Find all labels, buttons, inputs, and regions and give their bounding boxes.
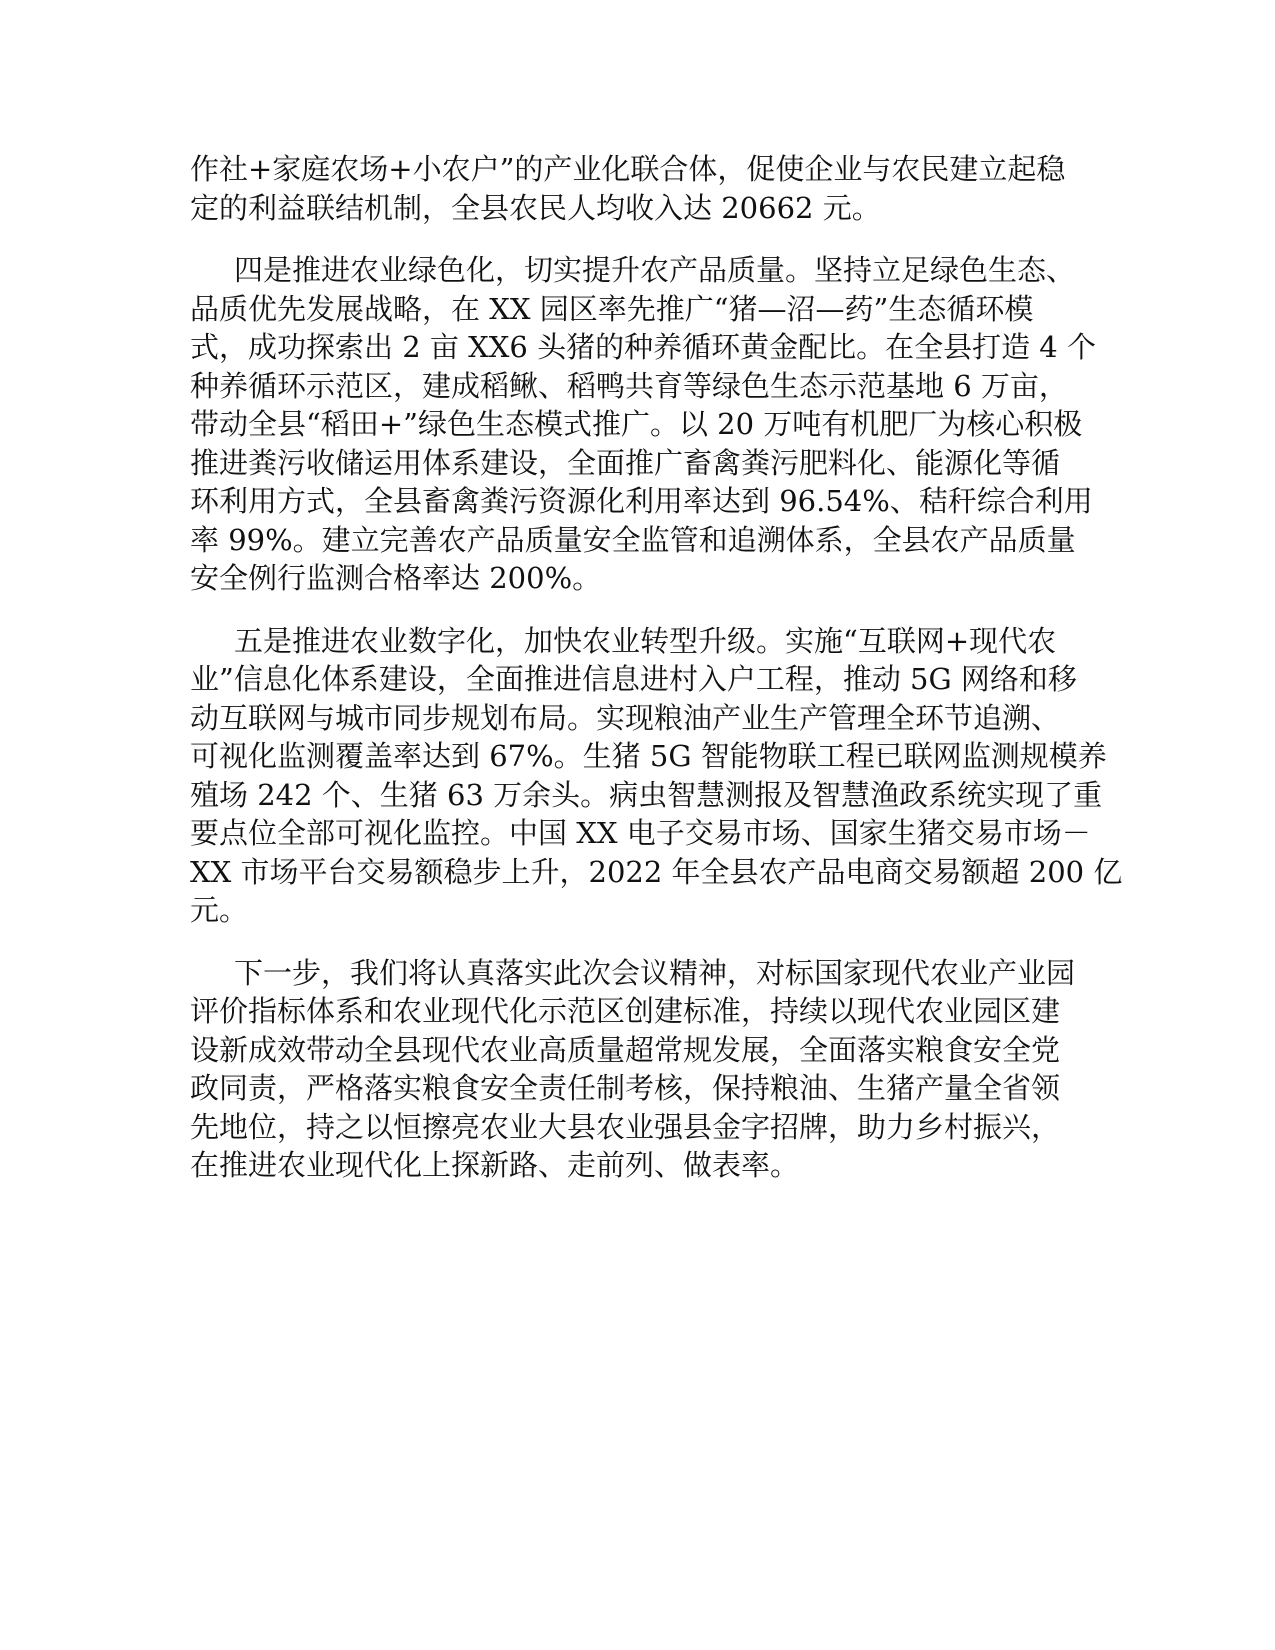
- text-line: 式，成功探索出 2 亩 XX6 头猪的种养循环黄金配比。在全县打造 4 个: [190, 330, 1096, 364]
- text-line: 下一步，我们将认真落实此次会议精神，对标国家现代农业产业园: [234, 955, 1076, 990]
- text-line: 带动全县“稻田+”绿色生态模式推广。以 20 万吨有机肥厂为核心积极: [190, 407, 1083, 441]
- text-line: 率 99%。建立完善农产品质量安全监管和追溯体系，全县农产品质量: [190, 522, 1076, 557]
- text-line: 四是推进农业绿色化，切实提升农产品质量。坚持立足绿色生态、: [234, 253, 1076, 287]
- text-line: 元。: [190, 893, 249, 927]
- document-body: [190, 150, 1123, 1209]
- text-line: XX 市场平台交易额稳步上升，2022 年全县农产品电商交易额超 200 亿: [190, 854, 1123, 889]
- text-line: 安全例行监测合格率达 200%。: [190, 561, 602, 595]
- paragraph-digital-agriculture: [190, 622, 1123, 930]
- text-line: 要点位全部可视化监控。中国 XX 电子交易市场、国家生猪交易市场－: [190, 816, 1091, 850]
- text-line: 评价指标体系和农业现代化示范区创建标准，持续以现代农业园区建: [190, 994, 1061, 1028]
- paragraph-green-agriculture: [190, 251, 1096, 598]
- text-line: 动互联网与城市同步规划布局。实现粮油产业生产管理全环节追溯、: [190, 700, 1061, 735]
- text-line: 品质优先发展战略，在 XX 园区率先推广“猪—沼—药”生态循环模: [190, 291, 1034, 326]
- text-line: 设新成效带动全县现代农业高质量超常规发展，全面落实粮食安全党: [190, 1032, 1061, 1067]
- paragraph-next-steps: [190, 954, 1090, 1185]
- text-line: 种养循环示范区，建成稻鳅、稻鸭共育等绿色生态示范基地 6 万亩，: [190, 368, 1068, 403]
- text-line: 环利用方式，全县畜禽粪污资源化利用率达到 96.54%、秸秆综合利用: [190, 484, 1093, 518]
- text-line: 定的利益联结机制，全县农民人均收入达 20662 元。: [190, 190, 881, 225]
- text-line: 推进粪污收储运用体系建设，全面推广畜禽粪污肥料化、能源化等循: [190, 445, 1061, 480]
- text-line: 先地位，持之以恒擦亮农业大县农业强县金字招牌，助力乡村振兴，: [190, 1109, 1061, 1144]
- text-line: 可视化监测覆盖率达到 67%。生猪 5G 智能物联工程已联网监测规模养: [190, 739, 1107, 773]
- text-line: 在推进农业现代化上探新路、走前列、做表率。: [190, 1148, 800, 1182]
- text-line: 五是推进农业数字化，加快农业转型升级。实施“互联网+现代农: [234, 623, 1057, 658]
- text-line: 作社+家庭农场+小农户”的产业化联合体，促使企业与农民建立起稳: [190, 152, 1066, 186]
- text-line: 殖场 242 个、生猪 63 万余头。病虫智慧测报及智慧渔政系统实现了重: [190, 777, 1103, 812]
- paragraph-continuation: [190, 150, 1090, 227]
- text-line: 政同责，严格落实粮食安全责任制考核，保持粮油、生猪产量全省领: [190, 1071, 1061, 1105]
- text-line: 业”信息化体系建设，全面推进信息进村入户工程，推动 5G 网络和移: [190, 662, 1077, 696]
